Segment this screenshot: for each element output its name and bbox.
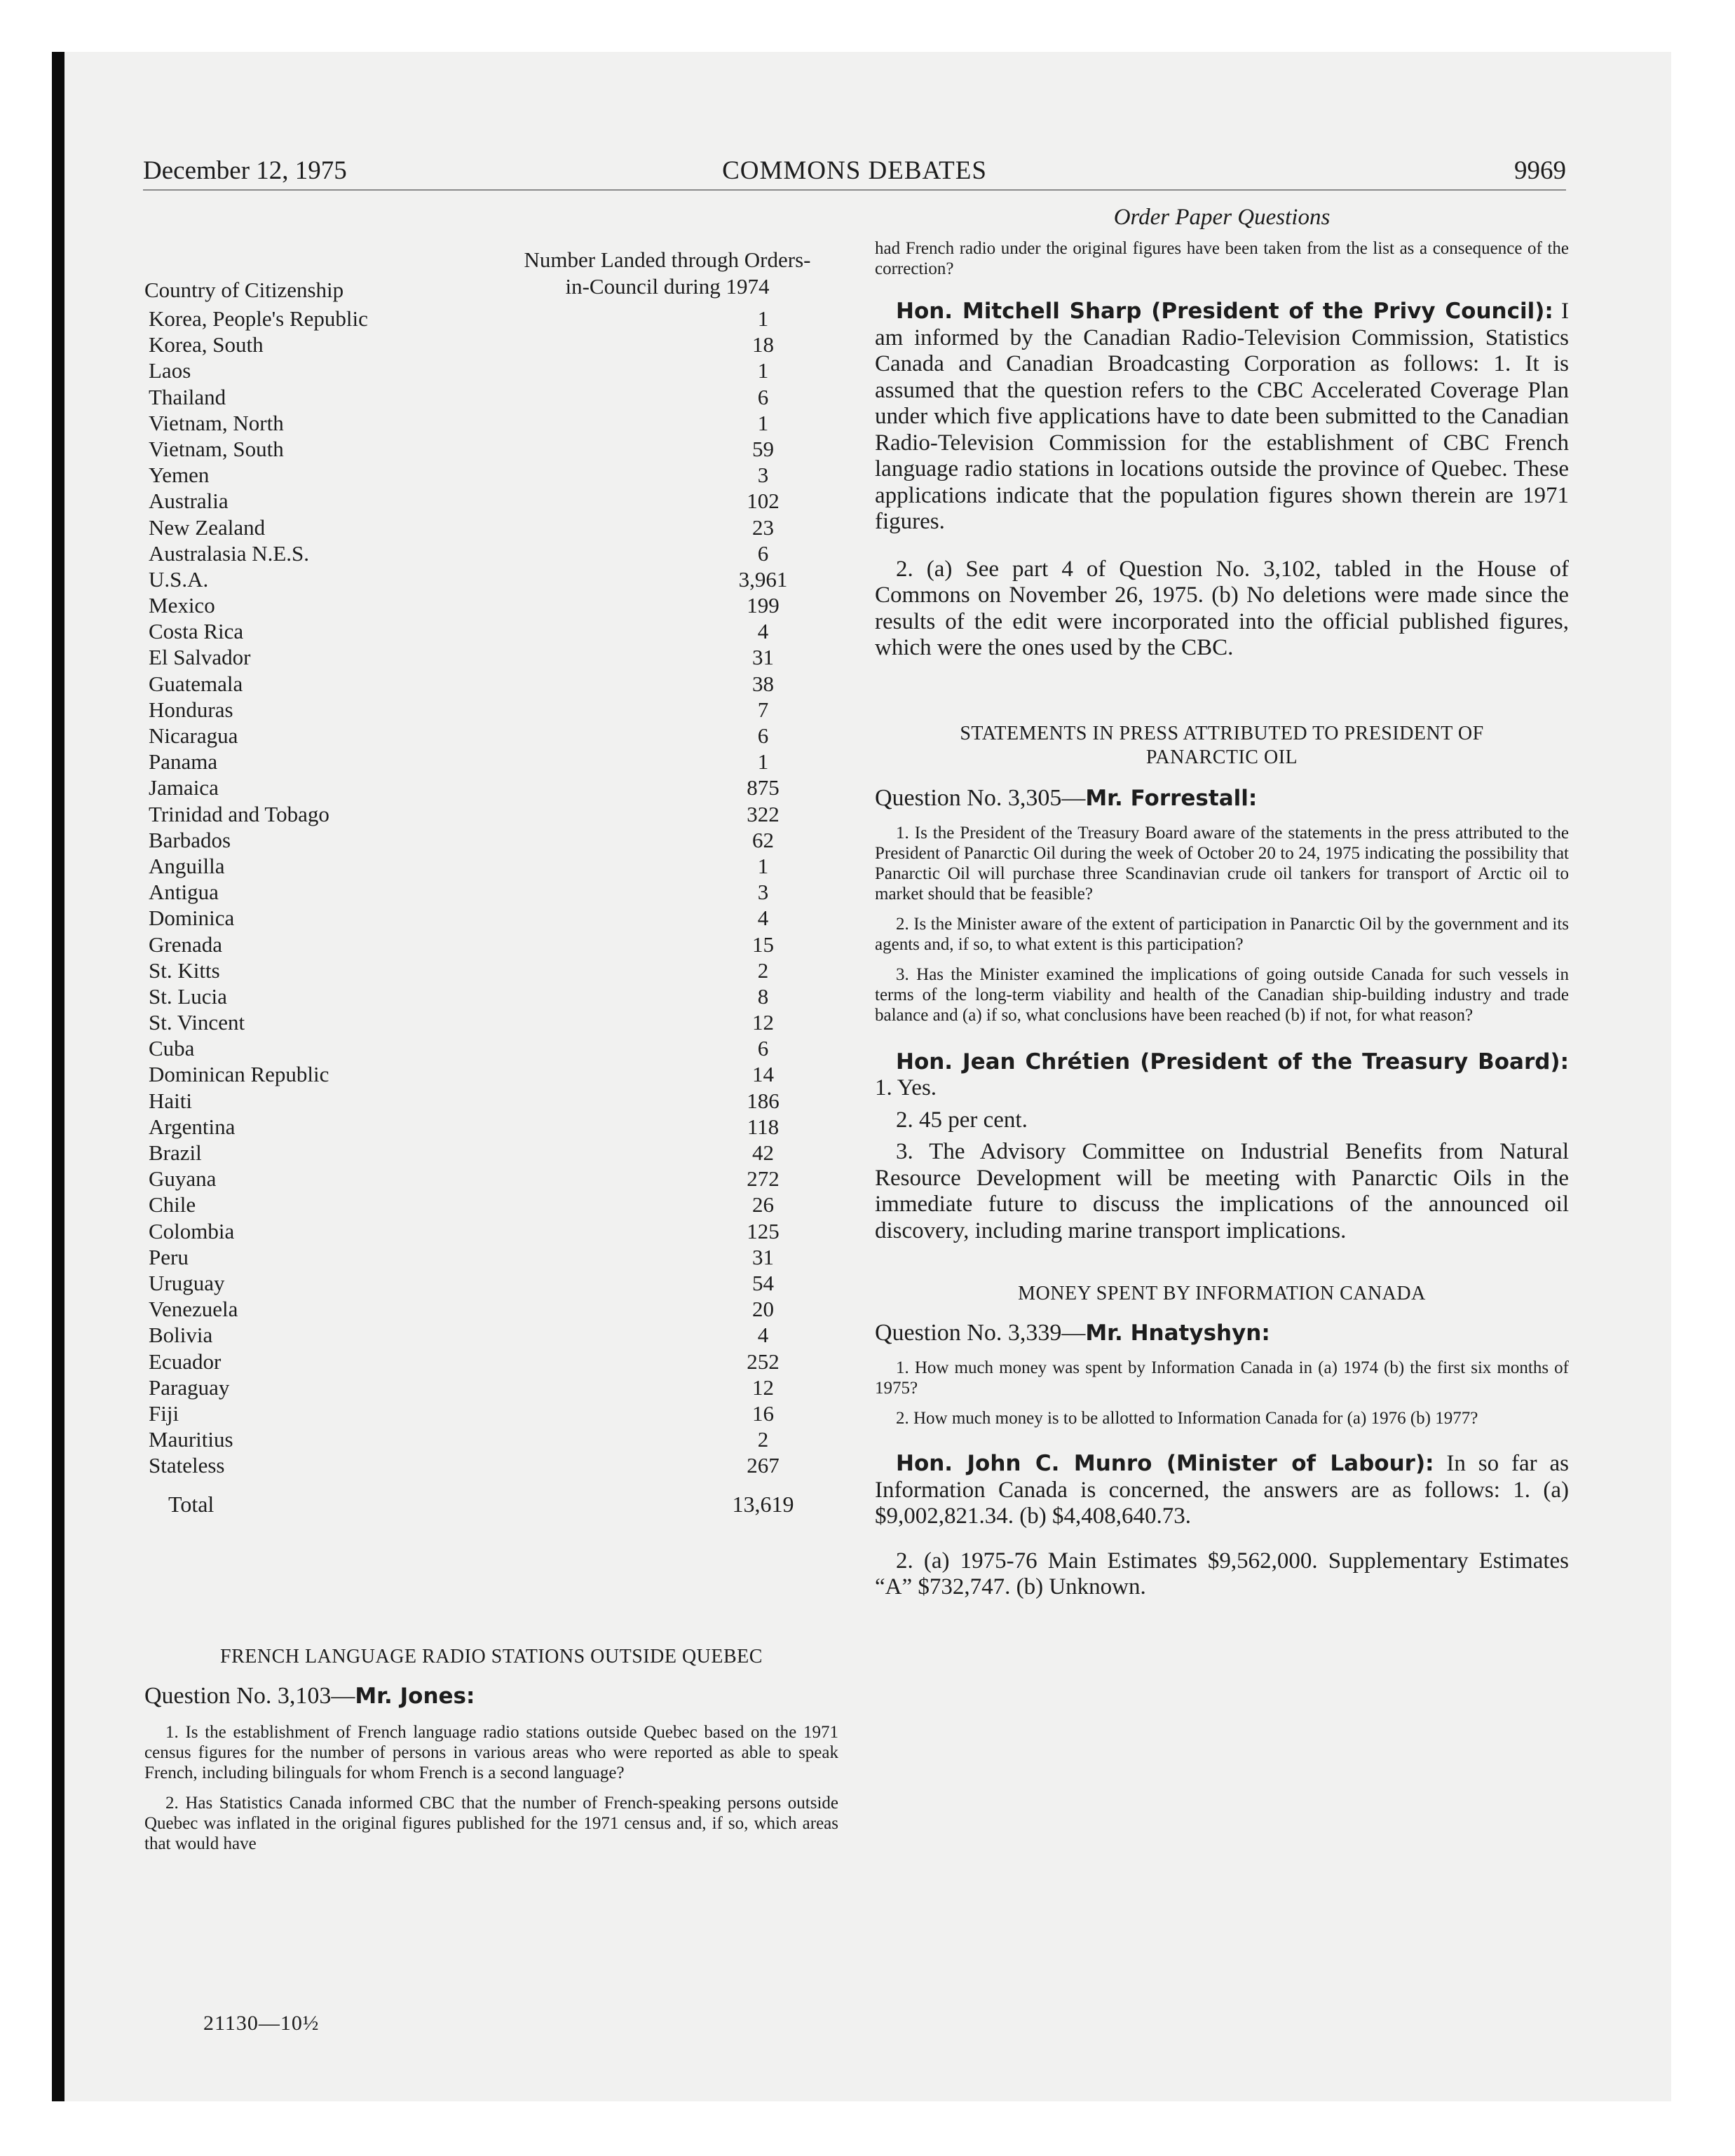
answer-speaker: Hon. Mitchell Sharp (President of the Privy Council): [896, 299, 1553, 324]
table-row [144, 618, 838, 644]
table-row [144, 1035, 838, 1061]
country-cell: Dominican Republic [149, 1062, 329, 1087]
table-row [144, 1114, 838, 1140]
number-cell: 20 [752, 1297, 774, 1322]
number-cell: 1 [757, 749, 769, 775]
country-cell: Yemen [149, 463, 210, 488]
country-cell: Fiji [149, 1400, 179, 1426]
number-cell: 4 [757, 906, 769, 931]
number-cell: 2 [757, 1427, 769, 1452]
panarctic-heading-line2: PANARCTIC OIL [1145, 746, 1298, 768]
country-cell: Anguilla [149, 853, 225, 878]
total-value: 13,619 [732, 1492, 794, 1517]
panarctic-heading-line1: STATEMENTS IN PRESS ATTRIBUTED TO PRESIDENT OF [960, 722, 1484, 744]
number-cell: 62 [752, 827, 774, 852]
number-cell: 23 [752, 514, 774, 540]
country-cell: El Salvador [149, 645, 251, 670]
table-row [144, 749, 838, 775]
country-cell: Laos [149, 358, 191, 383]
country-cell: Honduras [149, 697, 233, 722]
table-row [144, 983, 838, 1009]
table-row [144, 592, 838, 618]
header-title: COMMONS DEBATES [722, 156, 987, 185]
number-cell: 1 [757, 853, 769, 878]
table-row [144, 410, 838, 436]
table-row [144, 488, 838, 514]
table-row [144, 1140, 838, 1166]
answer-3339-part1 [875, 1451, 1569, 1530]
country-cell: Panama [149, 749, 218, 775]
table-row [144, 801, 838, 827]
table-row [144, 1322, 838, 1348]
question-3339-line [875, 1318, 1569, 1348]
answer-3339-part2: 2. (a) 1975-76 Main Estimates $9,562,000. Supplementary Estimates “A” $732,747. (b) Unknown. [875, 1548, 1569, 1599]
table-header [144, 247, 838, 306]
number-cell: 4 [757, 1323, 769, 1348]
country-cell: Jamaica [149, 775, 219, 800]
country-cell: Stateless [149, 1453, 225, 1478]
table-row [144, 306, 838, 332]
number-cell: 3 [757, 880, 769, 905]
number-cell: 125 [747, 1218, 780, 1243]
number-cell: 118 [747, 1114, 780, 1139]
table-row [144, 905, 838, 931]
country-cell: Bolivia [149, 1323, 213, 1348]
question-3103-part1: 1. Is the establishment of French language radio stations outside Quebec based on the 1971 census figures for the number of persons in various areas who were reported as able to speak French, including bilinguals for whom French is a second language? [144, 1723, 838, 1783]
number-cell: 3 [757, 463, 769, 488]
country-cell: Uruguay [149, 1270, 225, 1295]
country-cell: Nicaragua [149, 723, 238, 748]
country-cell: Argentina [149, 1114, 236, 1139]
question-3305-part2: 2. Is the Minister aware of the extent of participation in Panarctic Oil by the government and its agents and, if so, to what extent is this participation? [875, 914, 1569, 954]
country-cell: Korea, South [149, 332, 264, 357]
table-row [144, 827, 838, 853]
scan-edge [52, 52, 64, 2101]
question-3103-continuation: had French radio under the original figures have been taken from the list as a consequence of the correction? [875, 239, 1569, 278]
table-row [144, 879, 838, 905]
country-cell: New Zealand [149, 514, 266, 540]
table-row [144, 1374, 838, 1400]
number-cell: 1 [757, 410, 769, 435]
question-3339-part2: 2. How much money is to be allotted to Information Canada for (a) 1976 (b) 1977? [896, 1409, 1478, 1428]
country-cell: Chile [149, 1192, 196, 1217]
country-cell: Brazil [149, 1140, 202, 1165]
table-row [144, 775, 838, 800]
number-cell: 322 [747, 801, 780, 826]
country-cell: Paraguay [149, 1374, 230, 1400]
country-cell: Korea, People's Republic [149, 306, 368, 331]
country-cell: St. Kitts [149, 957, 220, 983]
country-cell: Colombia [149, 1218, 235, 1243]
total-row [144, 1487, 838, 1526]
table-row [144, 462, 838, 488]
number-cell: 59 [752, 436, 774, 461]
answer-3103-part2: 2. (a) See part 4 of Question No. 3,102, tabled in the House of Commons on November 26, 1975. (b) No deletions were made since the results of the edit were incorporated into the official published figures, which were the ones used by the CBC. [875, 556, 1569, 660]
table-row [144, 357, 838, 383]
header-date: December 12, 1975 [143, 156, 347, 185]
country-cell: Dominica [149, 906, 235, 931]
country-cell: Thailand [149, 384, 226, 409]
question-3339-part1: 1. How much money was spent by Information Canada in (a) 1974 (b) the first six months of 1975? [875, 1358, 1569, 1398]
country-cell: Mauritius [149, 1427, 233, 1452]
table-row [144, 723, 838, 749]
country-cell: Barbados [149, 827, 231, 852]
table-row [144, 697, 838, 723]
number-cell: 4 [757, 619, 769, 644]
table-row [144, 332, 838, 357]
table-row [144, 1296, 838, 1322]
country-cell: Costa Rica [149, 619, 244, 644]
number-cell: 3,961 [738, 566, 788, 592]
question-3103-line [144, 1681, 838, 1711]
question-3305-part3: 3. Has the Minister examined the implications of going outside Canada for such vessels in terms of the long-term viability and health of the Canadian ship-building industry and trade balance and (a) if so, what conclusions have been reached (b) if not, for what reason? [875, 964, 1569, 1025]
number-cell: 102 [747, 489, 780, 514]
table-row [144, 1088, 838, 1114]
country-cell: Peru [149, 1244, 189, 1269]
number-cell: 38 [752, 671, 774, 696]
answer-text: In so far as Information Canada is concerned, the answers are as follows: 1. (a) $9,002,821.34. (b) $4,408,640.73. [875, 1451, 1570, 1529]
footer-code: 21130—10½ [203, 2012, 320, 2035]
number-cell: 875 [747, 775, 780, 800]
number-cell: 6 [757, 540, 769, 566]
question-asker: Mr. Hnatyshyn: [1085, 1321, 1270, 1346]
table-row [144, 514, 838, 540]
number-cell: 272 [747, 1166, 780, 1192]
table-row [144, 1270, 838, 1296]
table-row [144, 1426, 838, 1452]
country-cell: Cuba [149, 1036, 195, 1061]
table-row [144, 1061, 838, 1087]
question-3305-line [875, 784, 1569, 813]
country-cell: Australia [149, 489, 229, 514]
number-cell: 31 [752, 645, 774, 670]
number-cell: 1 [757, 306, 769, 331]
page-number: 9969 [1514, 156, 1566, 185]
number-cell: 18 [752, 332, 774, 357]
country-cell: Vietnam, South [149, 436, 284, 461]
table-row [144, 1452, 838, 1478]
table-row [144, 436, 838, 462]
country-cell: Guyana [149, 1166, 217, 1192]
table-row [144, 644, 838, 670]
answer-3305-part2: 2. 45 per cent. [896, 1107, 1028, 1133]
country-cell: Antigua [149, 880, 219, 905]
number-cell: 7 [757, 697, 769, 722]
country-cell: Ecuador [149, 1349, 222, 1374]
country-cell: U.S.A. [149, 566, 209, 592]
table-row [144, 540, 838, 566]
question-3103-part2: 2. Has Statistics Canada informed CBC that the number of French-speaking persons outside Quebec was inflated in the original figures published for the 1971 census and, if so, which areas that would have [144, 1794, 838, 1854]
number-cell: 2 [757, 957, 769, 983]
immigration-table [144, 306, 838, 1478]
answer-3305-part3: 3. The Advisory Committee on Industrial Benefits from Natural Resource Development will be meeting with Panarctic Oils in the immediate future to discuss the implications of the announced oil discovery, including marine transport implications. [875, 1139, 1569, 1243]
table-row [144, 1400, 838, 1426]
question-asker: Mr. Jones: [355, 1684, 475, 1710]
country-cell: Australasia N.E.S. [149, 540, 310, 566]
question-asker: Mr. Forrestall: [1085, 785, 1258, 811]
country-cell: Haiti [149, 1088, 192, 1113]
table-row [144, 1218, 838, 1244]
question-3305-part1: 1. Is the President of the Treasury Board aware of the statements in the press attributed to the President of Panarctic Oil during the week of October 20 to 24, 1975 indicating the possibility that Panarctic Oil will purchase three Scandinavian crude oil tankers for transport of Arctic oil to market should that be feasible? [875, 823, 1569, 903]
number-cell: 12 [752, 1010, 774, 1035]
number-cell: 12 [752, 1374, 774, 1400]
country-cell: Mexico [149, 593, 215, 618]
country-cell: Guatemala [149, 671, 243, 696]
table-row [144, 1166, 838, 1192]
country-cell: Trinidad and Tobago [149, 801, 329, 826]
answer-3305-part1 [875, 1049, 1569, 1102]
table-row [144, 671, 838, 697]
answer-text: 1. Yes. [875, 1075, 937, 1100]
number-header-line1: Number Landed through Orders- [524, 247, 811, 272]
number-header-line2: in-Council during 1974 [565, 274, 770, 299]
number-column-header [509, 247, 826, 300]
answer-speaker: Hon. Jean Chrétien (President of the Treasury Board): [896, 1049, 1569, 1074]
number-cell: 14 [752, 1062, 774, 1087]
table-row [144, 957, 838, 983]
number-cell: 6 [757, 723, 769, 748]
country-cell: St. Vincent [149, 1010, 245, 1035]
question-number: Question No. 3,103— [144, 1683, 355, 1710]
country-column-header: Country of Citizenship [144, 278, 344, 302]
country-cell: Vietnam, North [149, 410, 284, 435]
number-cell: 8 [757, 983, 769, 1009]
info-canada-heading: MONEY SPENT BY INFORMATION CANADA [1018, 1283, 1426, 1304]
table-row [144, 1349, 838, 1374]
table-row [144, 932, 838, 957]
number-cell: 6 [757, 384, 769, 409]
country-cell: Venezuela [149, 1297, 238, 1322]
number-cell: 26 [752, 1192, 774, 1217]
table-row [144, 1009, 838, 1035]
table-row [144, 1244, 838, 1270]
number-cell: 42 [752, 1140, 774, 1165]
section-subheading: Order Paper Questions [1113, 205, 1331, 230]
table-row [144, 853, 838, 879]
number-cell: 267 [747, 1453, 780, 1478]
answer-3103-part1 [875, 299, 1569, 535]
question-number: Question No. 3,339— [875, 1320, 1086, 1346]
total-label: Total [168, 1492, 215, 1517]
number-cell: 31 [752, 1244, 774, 1269]
answer-speaker: Hon. John C. Munro (Minister of Labour): [896, 1451, 1434, 1476]
left-column [144, 247, 838, 1864]
number-cell: 6 [757, 1036, 769, 1061]
right-column [875, 203, 1569, 1612]
number-cell: 1 [757, 358, 769, 383]
number-cell: 252 [747, 1349, 780, 1374]
country-cell: Grenada [149, 932, 222, 957]
table-row [144, 1192, 838, 1217]
running-header [143, 153, 1566, 191]
number-cell: 186 [747, 1088, 780, 1113]
number-cell: 15 [752, 932, 774, 957]
number-cell: 16 [752, 1400, 774, 1426]
table-row [144, 384, 838, 410]
country-cell: St. Lucia [149, 983, 227, 1009]
french-radio-heading: FRENCH LANGUAGE RADIO STATIONS OUTSIDE QUEBEC [220, 1646, 763, 1668]
panarctic-heading [875, 722, 1569, 770]
number-cell: 199 [747, 593, 780, 618]
question-number: Question No. 3,305— [875, 784, 1086, 811]
answer-text: I am informed by the Canadian Radio-Television Commission, Statistics Canada and Canadian Broadcasting Corporation as follows: 1. It is assumed that the question refers to the CBC Accelerated Coverage Plan under which five applications have to date been submitted to the Canadian Radio-Television Commission for the establishment of CBC French language radio stations in locations outside the province of Quebec. These applications indicate that the population figures shown therein are 1971 figures. [875, 299, 1570, 534]
table-row [144, 566, 838, 592]
number-cell: 54 [752, 1270, 774, 1295]
